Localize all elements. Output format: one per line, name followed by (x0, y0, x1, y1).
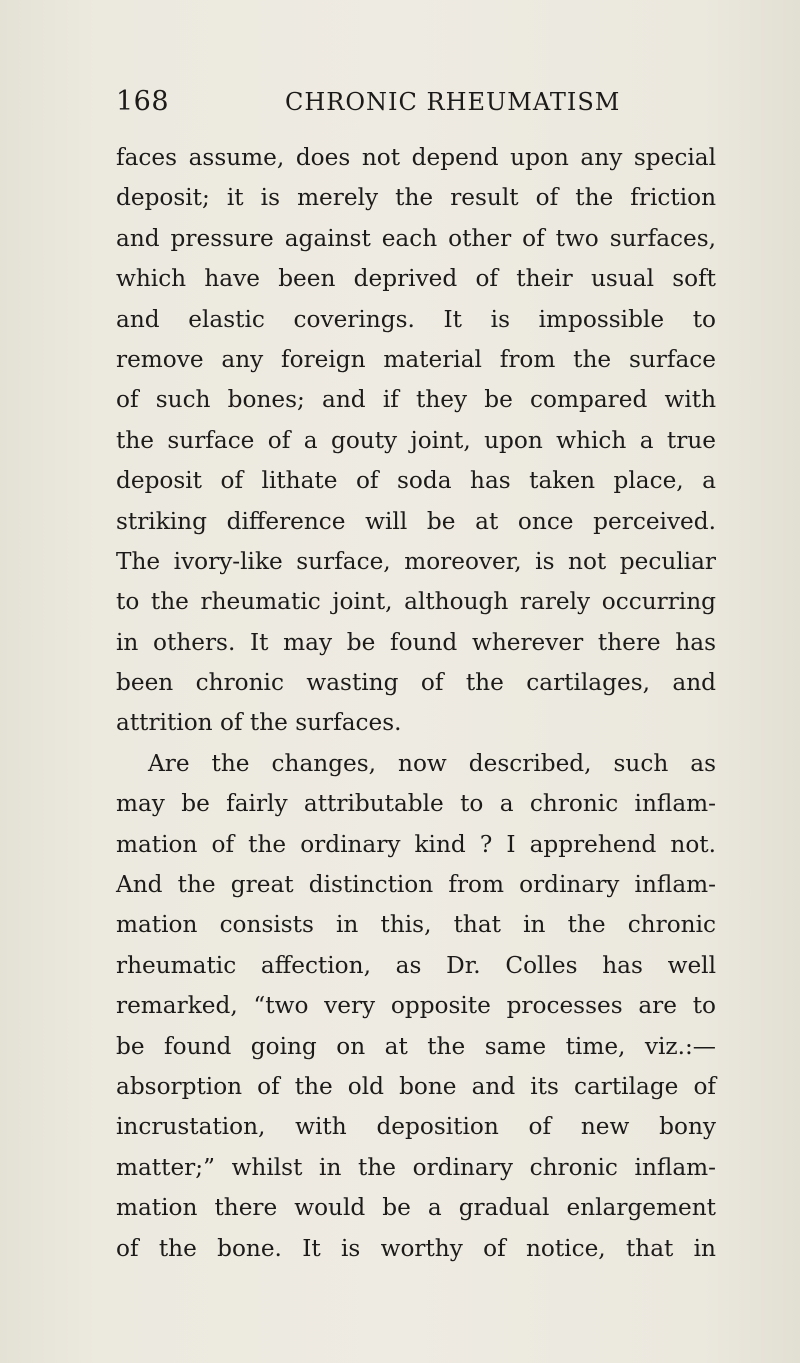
text-line: which have been deprived of their usual soft (116, 265, 716, 293)
text-line: been chronic wasting of the cartilages, and (116, 669, 716, 697)
text-line: The ivory-like surface, moreover, is not peculiar (116, 547, 716, 575)
text-line: of such bones; and if they be compared with (116, 386, 716, 414)
text-line: mation of the ordinary kind ? I apprehend not. (116, 830, 716, 858)
text-line: incrustation, with deposition of new bony (116, 1113, 716, 1141)
text-line: And the great distinction from ordinary inflam- (116, 871, 716, 899)
text-line: absorption of the old bone and its cartilage of (116, 1072, 716, 1100)
text-line: remove any foreign material from the surface (116, 345, 716, 373)
text-line: be found going on at the same time, viz.:— (116, 1032, 716, 1060)
text-line: and pressure against each other of two surfaces, (116, 224, 716, 252)
page-number: 168 (116, 86, 170, 117)
text-line: deposit; it is merely the result of the friction (116, 184, 716, 212)
text-line: and elastic coverings. It is impossible to (116, 305, 716, 333)
text-line: may be fairly attributable to a chronic inflam- (116, 790, 716, 818)
text-line: remarked, “two very opposite processes are to (116, 992, 716, 1020)
text-line: in others. It may be found wherever there has (116, 628, 716, 656)
text-line: the surface of a gouty joint, upon which a true (116, 426, 716, 454)
running-title: CHRONIC RHEUMATISM (285, 88, 621, 116)
text-line: mation there would be a gradual enlargement (116, 1194, 716, 1222)
text-line: of the bone. It is worthy of notice, that in (116, 1234, 716, 1262)
running-head (116, 84, 714, 120)
text-line: matter;” whilst in the ordinary chronic inflam- (116, 1153, 716, 1181)
text-line: mation consists in this, that in the chronic (116, 911, 716, 939)
paragraph-first-line: Are the changes, now described, such as (148, 749, 716, 777)
text-line: to the rheumatic joint, although rarely occurring (116, 588, 716, 616)
paragraph-last-line: attrition of the surfaces. (116, 709, 402, 737)
text-line: striking difference will be at once perceived. (116, 507, 716, 535)
text-line: faces assume, does not depend upon any special (116, 144, 716, 171)
text-line: rheumatic affection, as Dr. Colles has well (116, 951, 716, 979)
text-line: deposit of lithate of soda has taken place, a (116, 467, 716, 495)
body-text (116, 138, 716, 1269)
